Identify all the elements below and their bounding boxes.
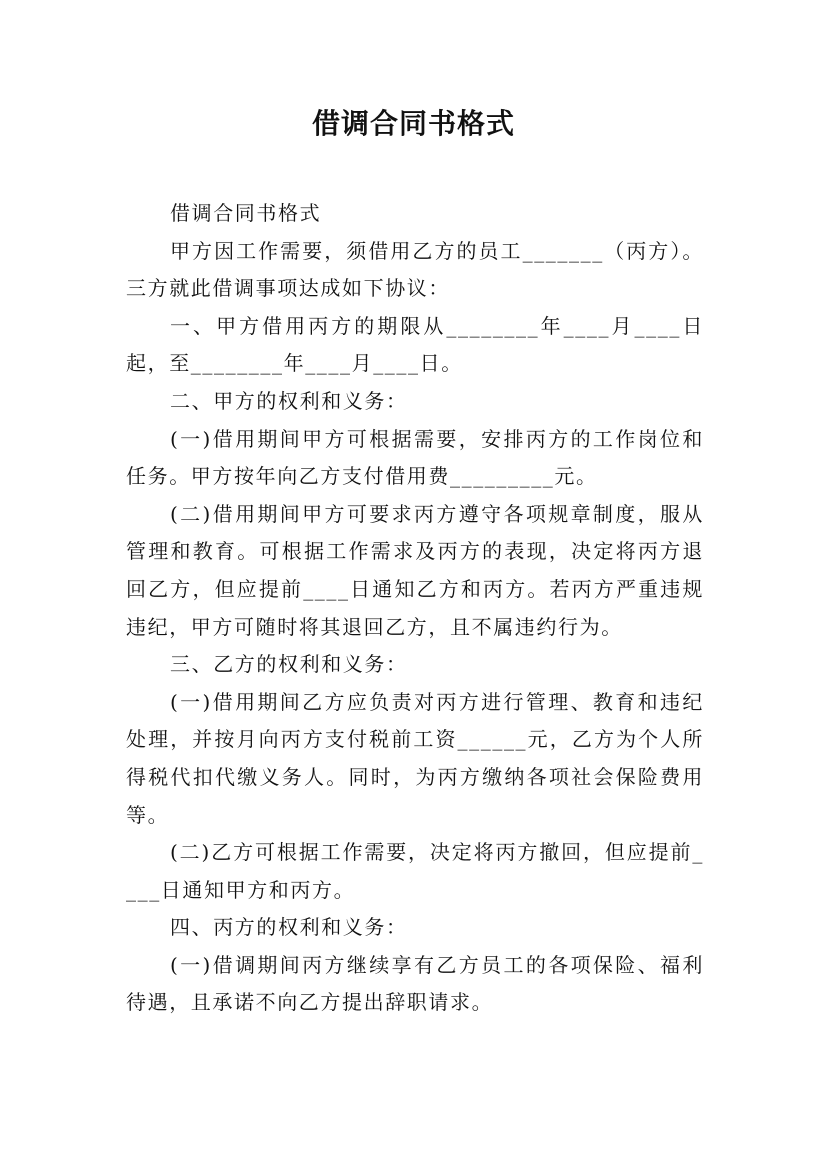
document-title: 借调合同书格式	[311, 107, 515, 140]
paragraph-party-a-1: (一)借用期间甲方可根据需要，安排丙方的工作岗位和任务。甲方按年向乙方支付借用费_________元。	[126, 426, 704, 489]
section-heading-party-a: 二、甲方的权利和义务：	[170, 388, 408, 413]
paragraph-party-b-1: (一)借用期间乙方应负责对丙方进行管理、教育和违纪处理，并按月向丙方支付税前工资______元，乙方为个人所得税代扣代缴义务人。同时，为丙方缴纳各项社会保险费用等。	[126, 689, 704, 827]
section-heading-party-b: 三、乙方的权利和义务：	[170, 652, 408, 677]
section-heading-party-c: 四、丙方的权利和义务：	[170, 915, 408, 940]
paragraph-party-c-1: (一)借调期间丙方继续享有乙方员工的各项保险、福利待遇，且承诺不向乙方提出辞职请求。	[126, 952, 704, 1015]
paragraph-party-b-2: (二)乙方可根据工作需要，决定将丙方撤回，但应提前____日通知甲方和丙方。	[126, 840, 704, 902]
paragraph-party-a-2: (二)借用期间甲方可要求丙方遵守各项规章制度，服从管理和教育。可根据工作需求及丙方的表现，决定将丙方退回乙方，但应提前____日通知乙方和丙方。若丙方严重违规违纪，甲方可随时将其退回乙方，且不属违约行为。	[126, 501, 704, 639]
paragraph-clause-1-term: 一、甲方借用丙方的期限从________年____月____日起，至________年____月____日。	[126, 313, 704, 376]
paragraph-heading-repeat: 借调合同书格式	[170, 201, 322, 225]
document-body	[126, 195, 704, 1022]
paragraph-intro: 甲方因工作需要，须借用乙方的员工_______（丙方）。三方就此借调事项达成如下协议：	[126, 238, 704, 301]
